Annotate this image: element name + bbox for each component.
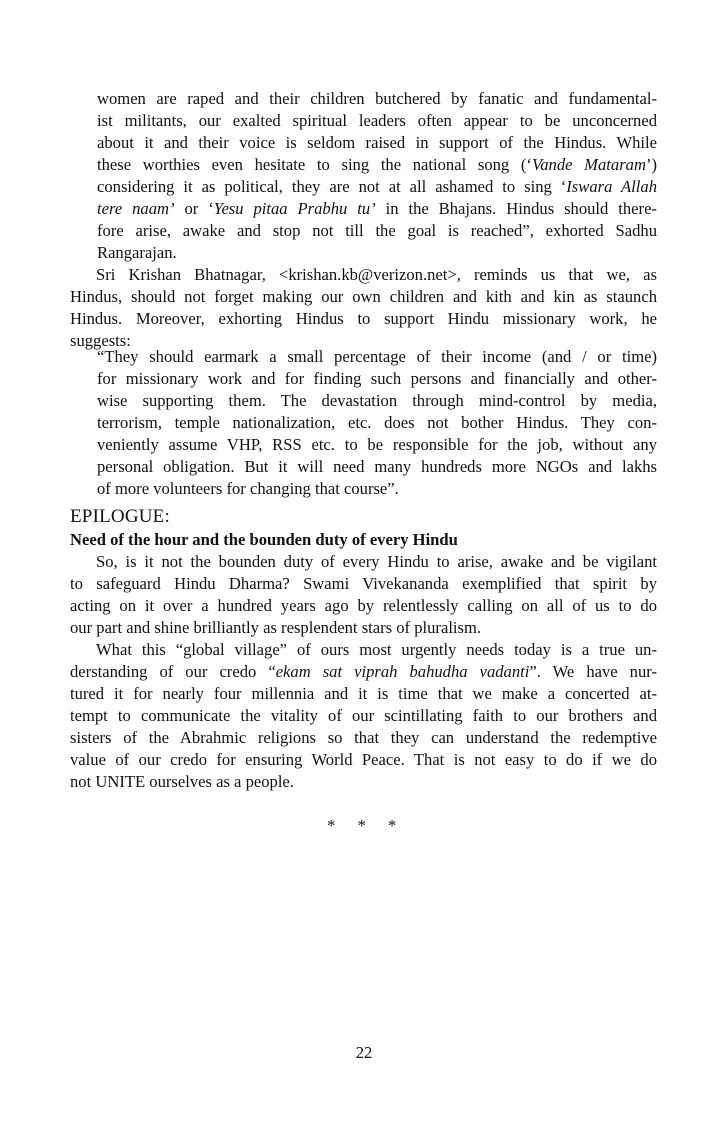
section-title: EPILOGUE: bbox=[70, 506, 170, 527]
italic-term: ekam sat viprah bahudha vadanti bbox=[275, 662, 530, 681]
text-segment: these worthies even hesitate to sing the national song (‘ bbox=[97, 155, 532, 174]
text-line: of more volunteers for changing that course”. bbox=[97, 479, 399, 498]
text-line: value of our credo for ensuring World Peace. That is not easy to do if we do bbox=[70, 750, 657, 769]
text-segment: in the Bhajans. Hindus should there- bbox=[375, 199, 657, 218]
italic-term: Vande Mataram bbox=[531, 155, 646, 174]
text-line: for missionary work and for finding such persons and financially and other- bbox=[97, 369, 657, 388]
page-number: 22 bbox=[355, 1043, 373, 1062]
quote-block-sadhu-rangarajan bbox=[70, 88, 657, 264]
text-line: tured it for nearly four millennia and it is time that we make a concerted at- bbox=[70, 684, 657, 703]
text-segment: ’) bbox=[645, 155, 657, 174]
text-line: fore arise, awake and stop not till the goal is reached”, exhorted Sadhu bbox=[97, 221, 657, 240]
text-line: Hindus. Moreover, exhorting Hindus to support Hindu missionary work, he bbox=[70, 309, 657, 328]
italic-term: Iswara Allah bbox=[566, 177, 657, 196]
text-line: acting on it over a hundred years ago by relentlessly calling on all of us to do bbox=[70, 596, 657, 615]
text-line: sisters of the Abrahmic religions so that they can understand the redemptive bbox=[70, 728, 657, 747]
italic-term: Yesu pitaa Prabhu tu’ bbox=[213, 199, 376, 218]
text-line: our part and shine brilliantly as resplendent stars of pluralism. bbox=[70, 618, 482, 637]
text-line: So, is it not the bounden duty of every Hindu to arise, awake and be vigilant bbox=[96, 552, 657, 571]
paragraph-bhatnagar bbox=[70, 264, 657, 352]
text-line bbox=[97, 176, 657, 198]
section-heading: Need of the hour and the bounden duty of every Hindu bbox=[70, 530, 458, 549]
section-separator: * * * bbox=[327, 816, 397, 835]
text-line: tempt to communicate the vitality of our scintillating faith to our brothers and bbox=[70, 706, 657, 725]
text-line bbox=[70, 661, 657, 683]
text-line: Rangarajan. bbox=[97, 243, 177, 262]
text-segment: considering it as political, they are not at all ashamed to sing ‘ bbox=[97, 177, 567, 196]
text-segment: or ‘ bbox=[174, 199, 214, 218]
quote-block-missionary-work bbox=[70, 346, 657, 500]
text-line: ist militants, our exalted spiritual leaders often appear to be unconcerned bbox=[97, 111, 657, 130]
text-line: women are raped and their children butchered by fanatic and fundamental- bbox=[97, 89, 657, 108]
text-line: wise supporting them. The devastation through mind-control by media, bbox=[97, 391, 657, 410]
text-line: about it and their voice is seldom raised in support of the Hindus. While bbox=[97, 133, 657, 152]
text-line: terrorism, temple nationalization, etc. does not bother Hindus. They con- bbox=[97, 413, 657, 432]
text-line: What this “global village” of ours most urgently needs today is a true un- bbox=[96, 640, 657, 659]
text-segment: derstanding of our credo “ bbox=[70, 662, 276, 681]
epilogue-section bbox=[70, 505, 657, 793]
text-line bbox=[97, 198, 657, 220]
text-line: personal obligation. But it will need many hundreds more NGOs and lakhs bbox=[97, 457, 657, 476]
text-segment: ”. We have nur- bbox=[529, 662, 657, 681]
text-line: “They should earmark a small percentage of their income (and / or time) bbox=[97, 347, 657, 366]
text-line: Hindus, should not forget making our own children and kith and kin as staunch bbox=[70, 287, 657, 306]
text-line: veniently assume VHP, RSS etc. to be responsible for the job, without any bbox=[97, 435, 657, 454]
text-line bbox=[97, 154, 657, 176]
text-line: not UNITE ourselves as a people. bbox=[70, 772, 294, 791]
text-line: suggests: bbox=[70, 331, 131, 350]
text-line: Sri Krishan Bhatnagar, <krishan.kb@verizon.net>, reminds us that we, as bbox=[96, 265, 657, 284]
italic-term: tere naam’ bbox=[97, 199, 175, 218]
text-line: to safeguard Hindu Dharma? Swami Vivekananda exemplified that spirit by bbox=[70, 574, 657, 593]
